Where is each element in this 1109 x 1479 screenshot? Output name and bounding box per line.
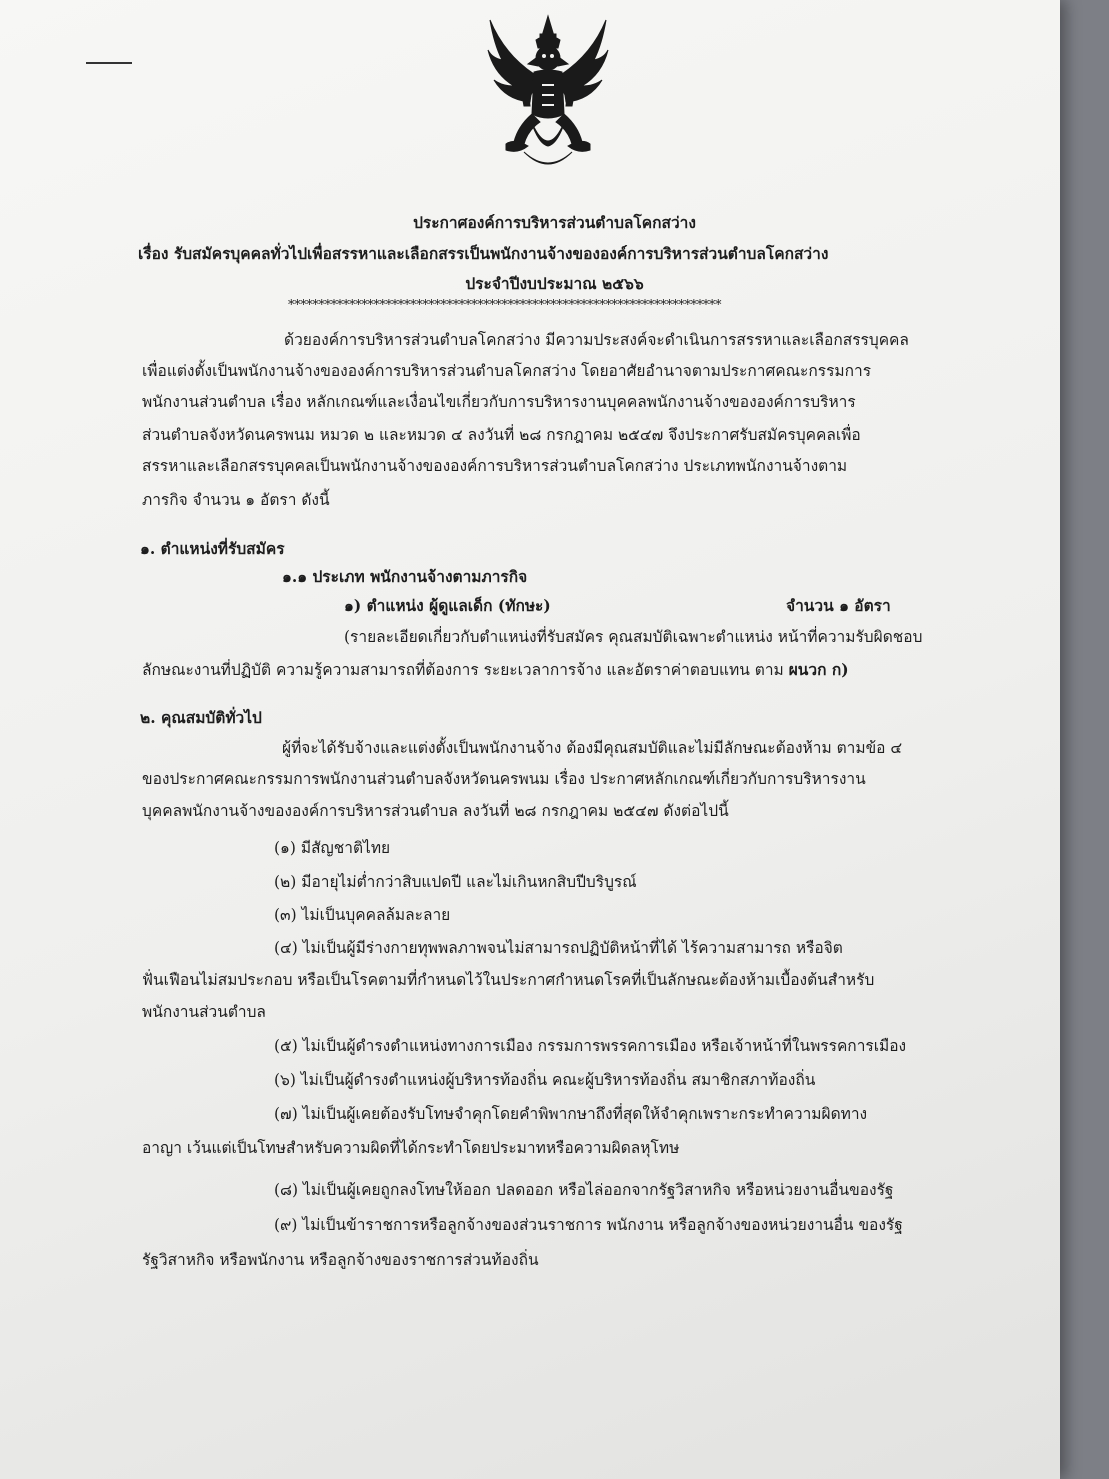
- qualification-item-9: (๙) ไม่เป็นข้าราชการหรือลูกจ้างของส่วนราชการ พนักงาน หรือลูกจ้างของหน่วยงานอื่น ของรัฐ: [274, 1216, 903, 1234]
- qualification-item-8: (๘) ไม่เป็นผู้เคยถูกลงโทษให้ออก ปลดออก หรือไล่ออกจากรัฐวิสาหกิจ หรือหน่วยงานอื่นของรัฐ: [274, 1181, 894, 1199]
- position-detail-2-text: ลักษณะงานที่ปฏิบัติ ความรู้ความสามารถที่ต้องการ ระยะเวลาการจ้าง และอัตราค่าตอบแทน ตาม: [142, 661, 784, 679]
- position-count: จำนวน ๑ อัตรา: [786, 596, 891, 615]
- announcement-subject: เรื่อง รับสมัครบุคคลทั่วไปเพื่อสรรหาและเลือกสรรเป็นพนักงานจ้างขององค์การบริหารส่วนตำบลโคกสว่าง: [138, 244, 829, 263]
- asterisk-divider: ***********************************************************************: [288, 298, 722, 313]
- qualification-item-3: (๓) ไม่เป็นบุคคลล้มละลาย: [274, 906, 451, 924]
- qualification-item-2: (๒) มีอายุไม่ต่ำกว่าสิบแปดปี และไม่เกินหกสิบปีบริบูรณ์: [274, 873, 637, 891]
- section1-heading: ๑. ตำแหน่งที่รับสมัคร: [140, 539, 285, 558]
- qualification-item-4-cont-2: พนักงานส่วนตำบล: [142, 1003, 266, 1021]
- section2-para-2: ของประกาศคณะกรรมการพนักงานส่วนตำบลจังหวัดนครพนม เรื่อง ประกาศหลักเกณฑ์เกี่ยวกับการบริหารงาน: [142, 770, 866, 788]
- section2-para-1: ผู้ที่จะได้รับจ้างและแต่งตั้งเป็นพนักงานจ้าง ต้องมีคุณสมบัติและไม่มีลักษณะต้องห้าม ตามข้อ ๔: [282, 739, 903, 757]
- qualification-item-4: (๔) ไม่เป็นผู้มีร่างกายทุพพลภาพจนไม่สามารถปฏิบัติหน้าที่ได้ ไร้ความสามารถ หรือจิต: [274, 939, 843, 957]
- intro-line-5: สรรหาและเลือกสรรบุคคลเป็นพนักงานจ้างขององค์การบริหารส่วนตำบลโคกสว่าง ประเภทพนักงานจ้างตาม: [142, 457, 848, 475]
- position-title: ๑) ตำแหน่ง ผู้ดูแลเด็ก (ทักษะ): [344, 596, 551, 615]
- position-detail-1: (รายละเอียดเกี่ยวกับตำแหน่งที่รับสมัคร คุณสมบัติเฉพาะตำแหน่ง หน้าที่ความรับผิดชอบ: [344, 628, 923, 646]
- qualification-item-7: (๗) ไม่เป็นผู้เคยต้องรับโทษจำคุกโดยคำพิพากษาถึงที่สุดให้จำคุกเพราะกระทำความผิดทาง: [274, 1105, 868, 1123]
- position-detail-2: [142, 660, 849, 680]
- qualification-item-9-cont: รัฐวิสาหกิจ หรือพนักงาน หรือลูกจ้างของราชการส่วนท้องถิ่น: [142, 1251, 539, 1269]
- intro-line-3: พนักงานส่วนตำบล เรื่อง หลักเกณฑ์และเงื่อนไขเกี่ยวกับการบริหารงานบุคคลพนักงานจ้างขององค์การบริหาร: [142, 393, 856, 411]
- qualification-item-4-cont-1: ฟั่นเฟือนไม่สมประกอบ หรือเป็นโรคตามที่กำหนดไว้ในประกาศกำหนดโรคที่เป็นลักษณะต้องห้ามเบื้องต้นสำหรับ: [142, 971, 875, 989]
- intro-line-6: ภารกิจ จำนวน ๑ อัตรา ดังนี้: [142, 491, 330, 509]
- intro-line-4: ส่วนตำบลจังหวัดนครพนม หมวด ๒ และหมวด ๔ ลงวันที่ ๒๘ กรกฎาคม ๒๕๔๗ จึงประกาศรับสมัครบุคคลเพื่อ: [142, 426, 861, 444]
- announcement-title: ประกาศองค์การบริหารส่วนตำบลโคกสว่าง: [413, 213, 696, 232]
- margin-dash: [86, 62, 132, 64]
- qualification-item-6: (๖) ไม่เป็นผู้ดำรงตำแหน่งผู้บริหารท้องถิ่น คณะผู้บริหารท้องถิ่น สมาชิกสภาท้องถิ่น: [274, 1071, 816, 1089]
- fiscal-year: ประจำปีงบประมาณ ๒๕๖๖: [465, 274, 644, 293]
- qualification-item-1: (๑) มีสัญชาติไทย: [274, 839, 391, 857]
- qualification-item-5: (๕) ไม่เป็นผู้ดำรงตำแหน่งทางการเมือง กรรมการพรรคการเมือง หรือเจ้าหน้าที่ในพรรคการเมือง: [274, 1037, 907, 1055]
- intro-line-2: เพื่อแต่งตั้งเป็นพนักงานจ้างขององค์การบริหารส่วนตำบลโคกสว่าง โดยอาศัยอำนาจตามประกาศคณะกรรมการ: [142, 362, 872, 380]
- qualification-item-7-cont: อาญา เว้นแต่เป็นโทษสำหรับความผิดที่ได้กระทำโดยประมาทหรือความผิดลหุโทษ: [142, 1139, 680, 1157]
- intro-line-1: ด้วยองค์การบริหารส่วนตำบลโคกสว่าง มีความประสงค์จะดำเนินการสรรหาและเลือกสรรบุคคล: [284, 331, 909, 349]
- section2-para-3: บุคคลพนักงานจ้างขององค์การบริหารส่วนตำบล ลงวันที่ ๒๘ กรกฎาคม ๒๕๔๗ ดังต่อไปนี้: [142, 802, 729, 820]
- annex-reference: ผนวก ก): [788, 660, 849, 679]
- section1-subheading: ๑.๑ ประเภท พนักงานจ้างตามภารกิจ: [282, 567, 528, 586]
- section2-heading: ๒. คุณสมบัติทั่วไป: [140, 708, 262, 727]
- garuda-emblem: [484, 14, 612, 174]
